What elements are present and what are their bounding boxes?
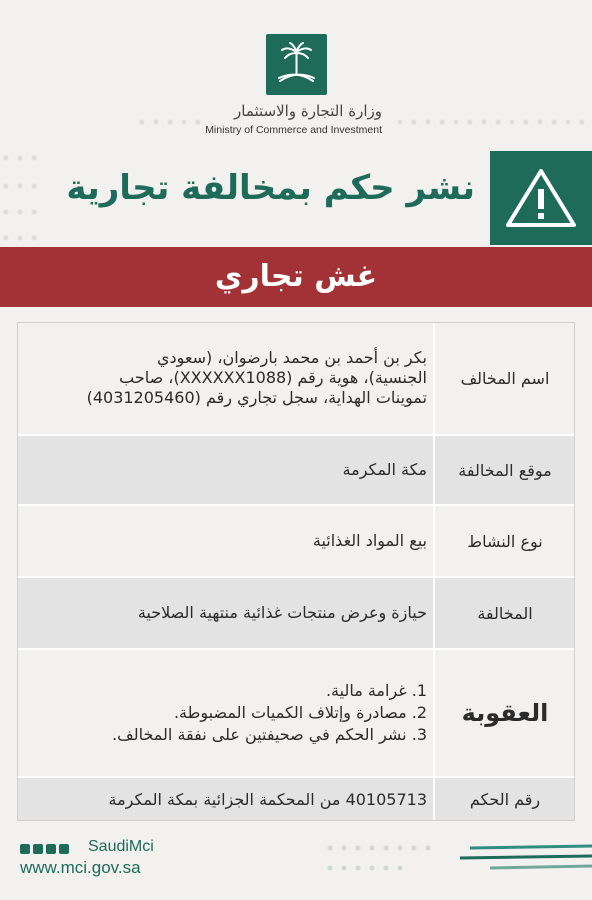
instagram-icon[interactable]	[46, 844, 56, 854]
table-row-activity	[17, 506, 575, 578]
ministry-emblem-logo	[266, 34, 327, 95]
row-value	[27, 322, 427, 434]
ministry-name-arabic: وزارة التجارة والاستثمار	[234, 102, 382, 120]
row-value	[27, 650, 427, 776]
social-handle[interactable]: SaudiMci	[88, 838, 154, 855]
page-title: نشر حكم بمخالفة تجارية	[66, 168, 475, 208]
table-row-violation	[17, 578, 575, 650]
row-label: المخالفة	[433, 578, 575, 648]
penalty-item: 2. مصادرة وإتلاف الكميات المضبوطة.	[173, 703, 427, 722]
row-value	[27, 436, 427, 504]
violation-details-table	[17, 322, 575, 821]
warning-triangle-icon	[490, 151, 592, 245]
warning-box	[490, 151, 592, 245]
penalty-item: 3. نشر الحكم في صحيفتين على نفقة المخالف.	[112, 725, 427, 744]
row-label: اسم المخالف	[433, 322, 575, 434]
row-label: رقم الحكم	[433, 778, 575, 821]
youtube-icon[interactable]	[59, 844, 69, 854]
decorative-dots	[390, 92, 592, 132]
value-text: مكة المكرمة	[342, 460, 427, 479]
value-line: تموينات الهداية، سجل تجاري رقم (4031205460)	[86, 388, 427, 407]
penalty-item: 1. غرامة مالية.	[325, 681, 427, 700]
row-label: نوع النشاط	[433, 506, 575, 576]
value-line: الجنسية)، هوية رقم (XXXXXX1088)، صاحب	[119, 368, 427, 387]
social-icons	[20, 842, 69, 856]
palm-swords-icon	[266, 34, 327, 95]
ministry-name-english: Ministry of Commerce and Investment	[205, 124, 382, 136]
table-row-penalty	[17, 650, 575, 778]
row-value	[27, 506, 427, 576]
banner-text: غش تجاري	[214, 259, 378, 294]
table-row-location	[17, 436, 575, 506]
value-text: بيع المواد الغذائية	[312, 531, 427, 550]
twitter-icon[interactable]	[20, 844, 30, 854]
value-text: حيازة وعرض منتجات غذائية منتهية الصلاحية	[137, 603, 427, 622]
table-row-violator-name	[17, 322, 575, 436]
value-text: 40105713 من المحكمة الجزائية بمكة المكرمة	[108, 789, 427, 809]
facebook-icon[interactable]	[33, 844, 43, 854]
row-label: العقوبة	[433, 650, 575, 776]
value-line: بكر بن أحمد بن محمد بارضوان، (سعودي	[157, 348, 427, 367]
website-link[interactable]: www.mci.gov.sa	[20, 858, 141, 877]
footer-decoration	[300, 840, 592, 880]
violation-type-banner	[0, 247, 592, 307]
row-value	[27, 778, 427, 821]
row-label: موقع المخالفة	[433, 436, 575, 504]
table-row-ruling-number	[17, 778, 575, 821]
row-value	[27, 578, 427, 648]
